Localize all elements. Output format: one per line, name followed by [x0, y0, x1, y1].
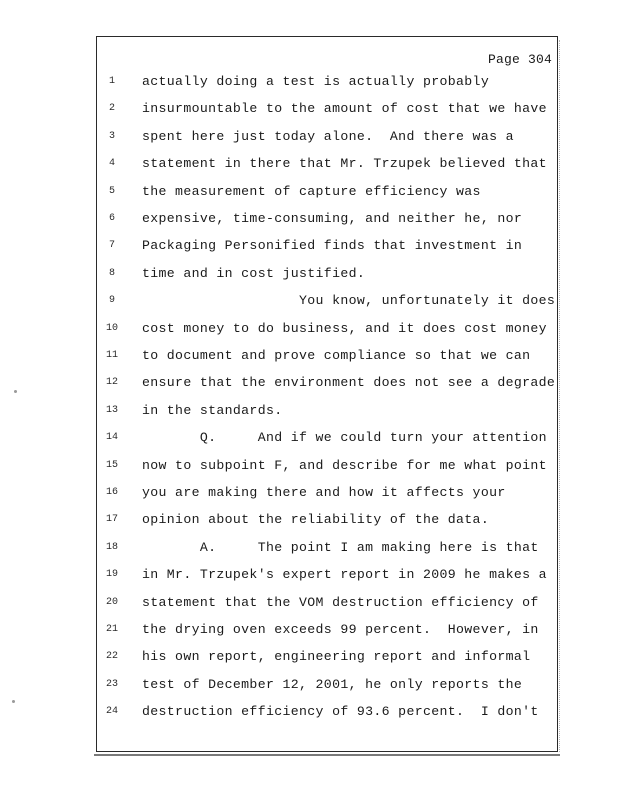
line-text: the measurement of capture efficiency was: [142, 183, 481, 199]
line-text: actually doing a test is actually probably: [142, 74, 490, 89]
line-text: Q. And if we could turn your attention: [142, 430, 547, 446]
transcript-line: [0, 704, 618, 724]
line-text: A. The point I am making here is that: [142, 539, 539, 555]
line-number: 22: [105, 651, 118, 663]
line-text: expensive, time-consuming, and neither he, nor: [142, 211, 523, 226]
line-number: 17: [105, 514, 118, 526]
line-text: statement that the VOM destruction efficiency of: [142, 594, 539, 610]
transcript-line: [0, 266, 618, 286]
line-number: 9: [108, 295, 115, 307]
line-text: in Mr. Trzupek's expert report in 2009 he makes a: [142, 567, 547, 583]
transcript-line: [0, 74, 618, 94]
line-text: spent here just today alone. And there was a: [142, 128, 514, 144]
scan-speck: [12, 700, 15, 703]
line-number: 13: [105, 404, 118, 416]
line-number: 19: [105, 569, 118, 581]
page-number: Page 304: [487, 52, 552, 67]
line-number: 20: [105, 596, 118, 608]
transcript-line: [0, 238, 618, 258]
transcript-line: [0, 567, 618, 587]
line-text: in the standards.: [142, 402, 283, 418]
transcript-line: [0, 129, 618, 149]
line-text: ensure that the environment does not see a degrade: [142, 375, 556, 391]
transcript-line: [0, 156, 618, 176]
transcript-line: [0, 677, 618, 697]
line-number: 1: [108, 76, 115, 87]
line-number: 5: [108, 185, 115, 197]
transcript-line: [0, 348, 618, 368]
line-text: the drying oven exceeds 99 percent. However, in: [142, 622, 539, 637]
line-text: opinion about the reliability of the data.: [142, 512, 490, 528]
bottom-rule: [94, 754, 560, 756]
transcript-line: [0, 649, 618, 669]
line-number: 18: [105, 541, 118, 553]
line-number: 3: [108, 130, 115, 142]
line-text: now to subpoint F, and describe for me what point: [142, 457, 547, 473]
line-text: statement in there that Mr. Trzupek believed that: [142, 156, 547, 172]
transcript-line: [0, 458, 618, 478]
line-text: his own report, engineering report and informal: [142, 649, 531, 665]
line-text: you are making there and how it affects your: [142, 485, 506, 500]
line-number: 7: [108, 240, 115, 252]
line-number: 24: [105, 706, 118, 718]
line-number: 21: [105, 624, 118, 635]
line-number: 4: [108, 158, 115, 170]
transcript-line: [0, 211, 618, 231]
transcript-line: [0, 485, 618, 505]
transcript-line: [0, 540, 618, 560]
line-text: time and in cost justified.: [142, 265, 366, 281]
line-number: 12: [105, 377, 118, 389]
line-text: cost money to do business, and it does cost money: [142, 320, 547, 336]
line-number: 11: [105, 350, 118, 361]
line-text: insurmountable to the amount of cost that we have: [142, 101, 547, 117]
transcript-line: [0, 595, 618, 615]
line-number: 6: [108, 213, 115, 224]
line-number: 2: [108, 103, 115, 115]
line-number: 10: [105, 322, 118, 334]
transcript-line: [0, 321, 618, 341]
line-text: destruction efficiency of 93.6 percent. I don't: [142, 704, 539, 720]
line-text: to document and prove compliance so that we can: [142, 348, 531, 363]
transcript-line: [0, 622, 618, 642]
line-text: test of December 12, 2001, he only reports the: [142, 676, 523, 692]
transcript-line: [0, 375, 618, 395]
transcript-line: [0, 512, 618, 532]
line-number: 15: [105, 459, 118, 471]
transcript-line: [0, 101, 618, 121]
line-number: 8: [108, 267, 115, 279]
line-text: Packaging Personified finds that investment in: [142, 238, 523, 254]
transcript-line: [0, 293, 618, 313]
line-text: You know, unfortunately it does: [142, 293, 556, 309]
line-number: 14: [105, 432, 118, 444]
transcript-line: [0, 403, 618, 423]
transcript-line: [0, 184, 618, 204]
line-number: 23: [105, 678, 118, 690]
line-number: 16: [105, 487, 118, 498]
transcript-line: [0, 430, 618, 450]
